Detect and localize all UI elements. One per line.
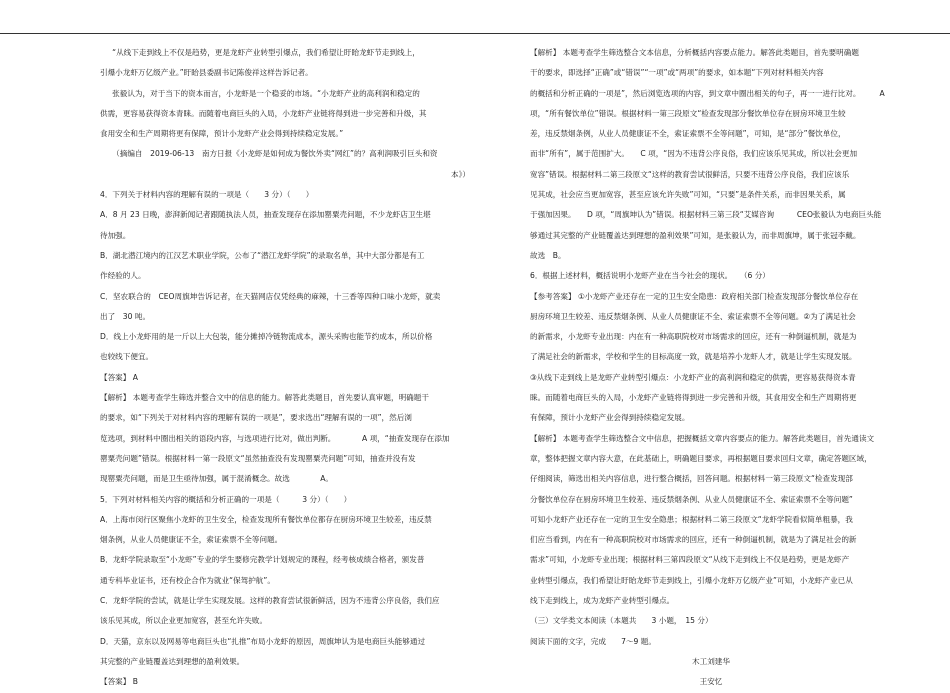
text-line: 干的要求，即选择“正确”或“错误”“一项”或“两项”的要求，如本题“下列对材料相关内容 [530,68,824,78]
question-6: 6．根据上述材料，概括说明小龙虾产业在当今社会的现状。 （6 分） [530,271,770,281]
text-line: 该乐见其成，所以企业更加宽容，甚至允许失败。 [100,616,268,626]
instruction: 阅读下面的文字，完成 7～9 题。 [530,636,656,646]
text-line: 而非“所有”，属于范围扩大。 C 项，“因为不违背公序良俗，我们应该乐见其成，所以社会更加 [530,149,858,159]
text-line: 的新需求，小龙虾专业出现：内在有一种高职院校对市场需求的回应，还有一种倒逼机制，就是为 [530,332,857,342]
text-line: ③从线下走到线上是龙虾产业转型引爆点：小龙虾产业的高利润和稳定的供需，更容易获得资本青 [530,372,856,382]
source-citation: （摘编自 2019-06-13 南方日报《小龙虾是如何成为餐饮外卖“网红”的？高利润吸引巨头和资 [112,149,438,159]
story-title: 木工刘建华 [692,656,730,666]
question-4: 4．下列关于材料内容的理解有误的一项是（ 3 分）（ ） [100,190,314,200]
option-b: B．湖北潜江境内的江汉艺术职业学院，公布了“潜江龙虾学院”的录取名单，其中大部分都是有工 [100,250,425,260]
text-line: 见其成，社会应当更加宽容，甚至应该允许失败”可知，“只要”是条件关系，而非因果关系，属 [530,190,846,200]
left-column [100,43,472,693]
text-line: 食用安全和生产周期将更有保障，预计小龙虾产业会得到持续稳定发展。” [100,129,344,139]
text-line: 的概括和分析正确的一项是”，然后浏览选项的内容，到文章中圈出相关的句子，再一一进行比对。 A [530,88,885,98]
text-line: 罂粟壳问题”错误。根据材料一第一段原文“虽然抽查没有发现罂粟壳问题”可知，抽查并没有发 [100,453,416,463]
text-line: 了满足社会的新需求，学校和学生的目标高度一致，就是培养小龙虾人才，就是让学生实现发展。 [530,352,857,362]
analysis-5: 【解析】 本题考查学生筛选整合文本信息，分析概括内容要点能力。解答此类题目，首先要明确题 [530,48,859,57]
text-line: 其完整的产业链覆盖达到理想的盈利效果。 [100,656,245,666]
text-line: 可知小龙虾产业还存在一定的卫生安全隐患；根据材料二第三段原文“龙虾学院看似简单粗暴，我 [530,514,853,524]
option-c: C．坚农联合的 CEO周旗坤告诉记者，在天猫网店仅凭经典的麻辣，十三香等四种口味小龙虾，就卖 [100,291,441,301]
option-a: A．8 月 23 日晚，澎湃新闻记者跟随执法人员，抽查发现存在添加罂粟壳问题，不少龙虾店卫生堪 [100,210,431,220]
text-line: 供需，更容易获得资本青睐。而随着电商巨头的入局，小龙虾产业链将得到进一步完善和升级，其 [100,108,427,118]
text-line: 览选项，到材料中圈出相关的语段内容，与选项进行比对，做出判断。 A 项，“抽查发现存在添加 [100,433,450,443]
right-column [530,43,892,693]
text-line: 够通过其完整的产业链覆盖达到理想的盈利效果”可知，是张毅认为，而非周旗坤，属于张冠李戴。 [530,230,861,240]
text-line: 差，违反禁烟条例，从业人员健康证不全，索证索票不全等问题”，可知，是“部分”餐饮单位， [530,129,846,139]
source-citation: 本》） [451,169,470,179]
option-c: C．龙虾学院的尝试，就是让学生实现发展。这样的教育尝试很新鲜活，因为不违背公序良俗，我们应 [100,596,440,606]
story-author: 王安忆 [699,677,723,687]
text-line: 作经验的人。 [100,271,146,281]
text-line: 的要求，如“下列关于对材料内容的理解有误的一项是”，要求选出“理解有误的一项”，然后浏 [100,413,412,423]
header-rule [0,33,950,34]
text-line: 故选 B。 [530,250,566,260]
reference-answer-6: 【参考答案】 ①小龙虾产业还存在一定的卫生安全隐患：政府相关部门检查发现部分餐饮单位存在 [530,291,859,301]
option-a: A．上海市闵行区聚焦小龙虾的卫生安全，检查发现所有餐饮单位都存在厨房环境卫生较差，违反禁 [100,514,432,524]
text-line: 待加强。 [100,230,131,240]
analysis-4: 【解析】 本题考查学生筛选并整合文中的信息的能力。解答此类题目，首先要认真审题，明确题干 [100,393,429,403]
text-line: 现罂粟壳问题，而是卫生亟待加强，属于混淆概念。故选 A。 [100,474,334,484]
text-line: 通专科毕业证书，还有校企合作为就业“保驾护航”。 [100,575,275,585]
text-line: 们应当看到，内在有一种高职院校对市场需求的回应，还有一种倒逼机制，就是为了满足社会的新 [530,535,857,545]
text-line: 张毅认为，对于当下的资本而言，小龙虾是一个稳妥的市场。“小龙虾产业的高利润和稳定的 [112,88,420,98]
option-b: B．龙虾学院录取至“小龙虾”专业的学生要修完教学计划规定的课程，经考核成绩合格者，颁发普 [100,555,425,565]
text-line: 睐。而随着电商巨头的入局，小龙虾产业链将得到进一步完善和升级，其食用安全和生产周期将更 [530,393,857,403]
text-line: 仔细阅读，筛选出相关内容信息，进行整合概括，回答问题。根据材料一第三段原文“检查发现部 [530,474,853,484]
text-line: 章，整体把握文章内容大意，在此基础上，明确题目要求，再根据题目要求回归文章，确定答题区域， [530,453,872,463]
text-line: 项，“所有餐饮单位”错误。根据材料一第三段原文“检查发现部分餐饮单位存在厨房环境卫生较 [530,108,846,118]
text-line: 引爆小龙虾万亿级产业。”盱眙县委副书记陈俊祥这样告诉记者。 [100,68,313,78]
text-line: “从线下走到线上不仅是趋势，更是龙虾产业转型引爆点，我们希望让盱眙龙虾节走到线上， [112,48,420,57]
answer-5: 【答案】 B [100,677,138,687]
text-line: 宽容”错误。根据材料二第三段原文“这样的教育尝试很鲜活，只要不违背公序良俗，我们应该乐 [530,169,850,179]
text-line: 出了 30 吨。 [100,311,151,321]
text-line: 需求”可知，小龙虾专业出现；根据材料三第四段原文“从线下走到线上不仅是趋势，更是龙虾产 [530,555,850,565]
analysis-6: 【解析】 本题考查学生筛选整合文中信息，把握概括文章内容要点的能力。解答此类题目，首先通读文 [530,433,875,443]
text-line: 分餐饮单位存在厨房环境卫生较差、违反禁烟条例、从业人员健康证不全、索证索票不全等问题” [530,494,853,504]
text-line: 线下走到线上，成为龙虾产业转型引爆点。 [530,596,675,606]
section-heading: （三）文学类文本阅读（本题共 3 小题， 15 分） [530,616,713,626]
text-line: 烟条例，从业人员健康证不全，索证索票不全等问题。 [100,535,283,545]
text-line: 有保障，预计小龙虾产业会得到持续稳定发展。 [530,413,690,423]
option-d: D．天猫，京东以及网易等电商巨头也“扎推”布局小龙虾的原因，周旗坤认为是电商巨头能够通过 [100,636,426,646]
text-line: 厨房环境卫生较差、违反禁烟条例、从业人员健康证不全、索证索票不全等问题。②为了满足社会 [530,311,856,321]
option-d: D．线上小龙虾用的是一斤以上大包装，能分摊掉冷链物流成本，源头采购也能节约成本，所以价格 [100,332,433,342]
text-line: 也较线下便宜。 [100,352,154,362]
answer-4: 【答案】 A [100,372,138,382]
text-line: 业转型引爆点，我们希望让盱眙龙虾节走到线上，引爆小龙虾万亿级产业”可知，小龙虾产业已从 [530,575,853,585]
question-5: 5．下列对材料相关内容的概括和分析正确的一项是（ 3 分）（ ） [100,494,352,504]
text-line: 于强加因果。 D 项，“周旗坤认为”错误。根据材料三第三段“艾媒咨询 CEO张毅认为电商巨头能 [530,210,882,220]
